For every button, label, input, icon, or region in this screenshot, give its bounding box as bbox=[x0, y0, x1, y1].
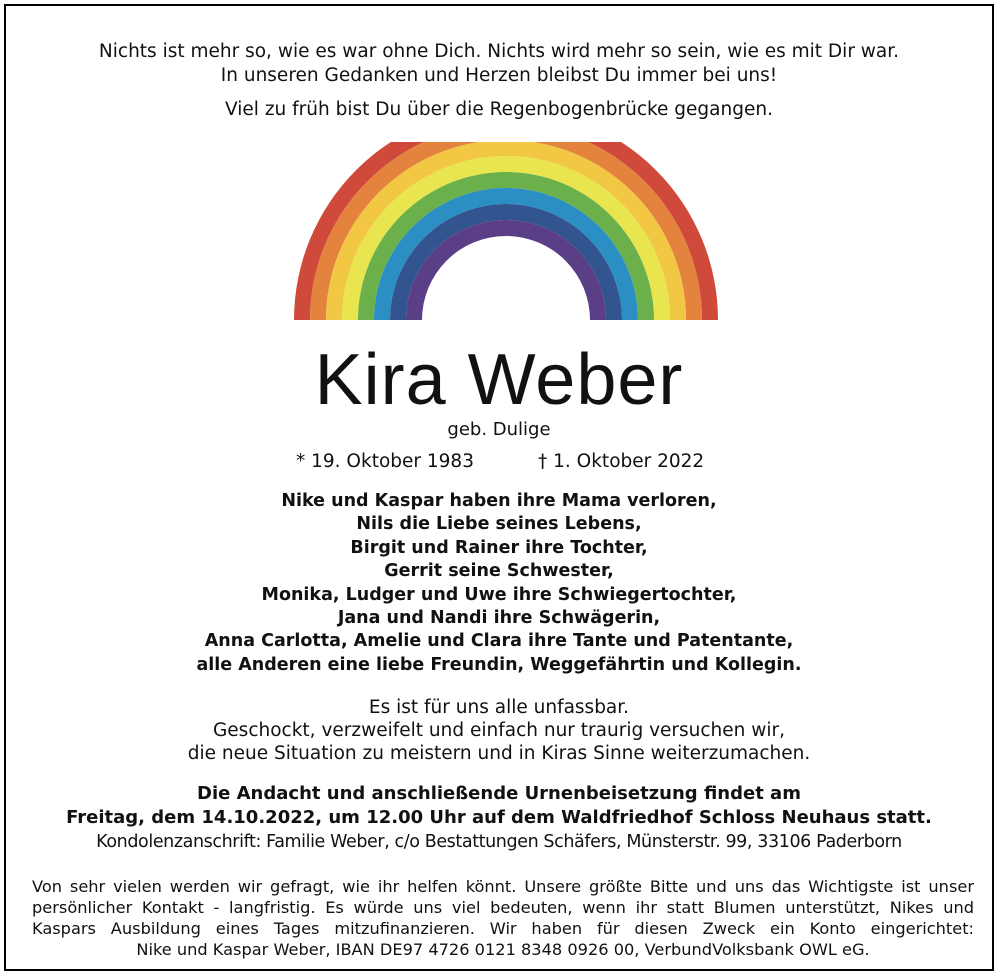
family-line: Birgit und Rainer ihre Tochter, bbox=[350, 537, 648, 558]
birth-date: * 19. Oktober 1983 bbox=[296, 451, 474, 472]
intro-line-1: Nichts ist mehr so, wie es war ohne Dich. Nichts wird mehr so sein, wie es mit Dir war. bbox=[98, 41, 900, 62]
request-line: Kaspars Ausbildung eines Tages mitzufinanzieren. Wir haben für diesen Zweck ein Konto eingerichtet: bbox=[32, 919, 974, 938]
family-line: Jana und Nandi ihre Schwägerin, bbox=[337, 608, 661, 629]
message-line: die neue Situation zu meistern und in Kiras Sinne weiterzumachen. bbox=[187, 743, 811, 764]
donation-request bbox=[32, 876, 974, 960]
request-line: persönlicher Kontakt - langfristig. Es würde uns viel bedeuten, wenn ihr statt Blumen unterstützt, Nikes und bbox=[32, 898, 974, 917]
family-line: alle Anderen eine liebe Freundin, Weggefährtin und Kollegin. bbox=[196, 654, 802, 675]
death-date: † 1. Oktober 2022 bbox=[538, 451, 705, 472]
birth-name: geb. Dulige bbox=[447, 419, 551, 440]
grief-message bbox=[6, 696, 992, 765]
service-line-2: Freitag, dem 14.10.2022, um 12.00 Uhr auf dem Waldfriedhof Schloss Neuhaus statt. bbox=[66, 807, 932, 828]
request-line: Von sehr vielen werden wir gefragt, wie ihr helfen könnt. Unsere größte Bitte und uns das Wichtigste ist unser bbox=[32, 877, 974, 896]
message-line: Es ist für uns alle unfassbar. bbox=[368, 697, 630, 718]
message-line: Geschockt, verzweifelt und einfach nur traurig versuchen wir, bbox=[212, 720, 786, 741]
obituary-notice bbox=[4, 4, 994, 971]
request-line: Nike und Kaspar Weber, IBAN DE97 4726 0121 8348 0926 00, VerbundVolksbank OWL eG. bbox=[136, 940, 870, 959]
family-line: Anna Carlotta, Amelie und Clara ihre Tante und Patentante, bbox=[204, 631, 794, 652]
intro-line-2: In unseren Gedanken und Herzen bleibst Du immer bei uns! bbox=[220, 65, 778, 86]
intro-line-3: Viel zu früh bist Du über die Regenbogenbrücke gegangen. bbox=[225, 99, 773, 120]
service-line-1: Die Andacht und anschließende Urnenbeisetzung findet am bbox=[197, 783, 801, 804]
family-line: Monika, Ludger und Uwe ihre Schwiegertochter, bbox=[261, 584, 737, 605]
family-line: Nils die Liebe seines Lebens, bbox=[356, 514, 642, 535]
condolence-address: Kondolenzanschrift: Familie Weber, c/o Bestattungen Schäfers, Münsterstr. 99, 33106 Paderborn bbox=[96, 832, 902, 852]
family-line: Nike und Kaspar haben ihre Mama verloren, bbox=[281, 491, 717, 511]
rainbow-image bbox=[294, 142, 718, 320]
deceased-name: Kira Weber bbox=[314, 340, 684, 420]
service-info bbox=[6, 782, 992, 854]
family-line: Gerrit seine Schwester, bbox=[384, 561, 614, 582]
family-list bbox=[6, 490, 992, 677]
